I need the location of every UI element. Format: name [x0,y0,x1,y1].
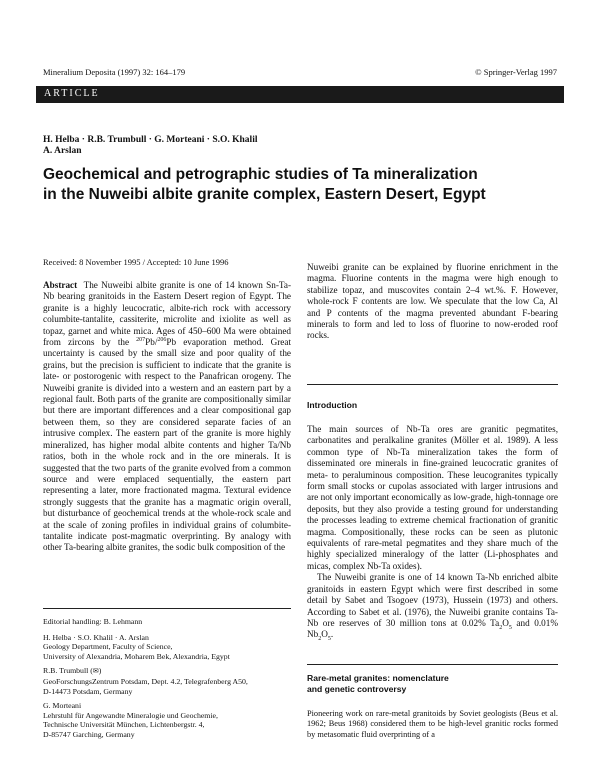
abstract-text: The Nuweibi albite granite is one of 14 known Sn-Ta-Nb bearing granitoids in the Eastern Desert region of Egypt. The granite is a highly leucocratic, albite-rich rock with accessory columbite-tantalite, cassiterite, microlite and ixiolite as well as topaz, garnet and white mica. Ages of 450–600 Ma were obtained from zircons by the [43,280,292,348]
isotope-superscript: 206 [157,336,167,343]
affiliation-line: Lehrstuhl für Angewandte Mineralogie und Geochemie, [43,710,218,720]
section-heading-introduction: Introduction [307,400,358,410]
footnotes [43,617,293,740]
received-dates: Received: 8 November 1995 / Accepted: 10 June 1996 [43,257,229,267]
heading-line: Rare-metal granites: nomenclature [307,673,449,683]
section-divider [307,664,558,665]
introduction-text: . [330,629,334,640]
abstract-text: Nuweibi granite can be explained by fluorine enrichment in the magma. Fluorine contents in the magma were high enough to stabilize topaz, and muscovites contain 2–4 wt.%. F. However, whole-rock F contents are low. We speculate that the low Ca, Al and P contents of the magma prevented abundant F-bearing minerals to form and led to loss of fluorine to now-eroded roof rocks. [307,262,558,341]
article-type-bar [36,86,564,103]
corresponding-author-close: ) [98,666,102,676]
affiliation-line: University of Alexandria, Moharem Bek, Alexandria, Egypt [43,651,230,661]
affiliation-line: D-14473 Potsdam, Germany [43,686,133,696]
affiliation-line: D-85747 Garching, Germany [43,729,135,739]
abstract-label: Abstract [43,280,78,290]
abstract-block [43,280,291,554]
introduction-paragraph: The main sources of Nb-Ta ores are granitic pegmatites, carbonatites and peralkaline granites (Möller et al. 1989). A less common type of Nb-Ta mineralization takes the form of disseminated ore minerals in fine-grained leucocratic granites of meta- to peraluminous composition. These leucogranites typically form small stocks or cupolas associated with larger intrusions and are not only important economically as low-grade, high-tonnage ore deposits, but they also provide a testing ground for understanding the processes leading to extreme chemical fractionation of granitic magma. Compositionally, these rocks can be seen as plutonic equivalents of rare-metal pegmatites and they share much of the highly specialized mineralogy of the latter (Li-phosphates and micas, complex Nb-Ta oxides). [307,424,558,571]
author-list [43,135,443,157]
affiliation-line: Geology Department, Faculty of Science, [43,642,173,652]
affiliation-line: GeoForschungsZentrum Potsdam, Dept. 4.2, Telegrafenberg A50, [43,676,248,686]
copyright-notice: © Springer-Verlag 1997 [475,67,557,77]
abstract-text: Pb/ [145,337,158,348]
affiliation-names: H. Helba · S.O. Khalil · A. Arslan [43,632,149,642]
introduction-text: O [321,629,328,640]
author-line: H. Helba · R.B. Trumbull · G. Morteani · S.O. Khalil [43,135,258,145]
corresponding-author: R.B. Trumbull ( [43,666,93,676]
footnote-divider [43,608,291,609]
introduction-paragraph [307,572,558,643]
journal-citation: Mineralium Deposita (1997) 32: 164–179 [43,67,186,77]
paper-title [43,165,563,205]
formula-subscript: 5 [327,636,331,643]
introduction-text: The Nuweibi granite is one of 14 known Ta-Nb enriched albite granitoids in eastern Egypt which were first described in some detail by Sabet and Tsogoev (1973), Hussein (1973) and others. According to Sabet et al. (1976), the Nuweibi granite contains Ta-Nb ore reserves of 30 million tons at 0.02% Ta [307,572,558,628]
article-type-label: ARTICLE [44,88,100,99]
author-line: A. Arslan [43,146,82,156]
envelope-icon: ✉ [92,667,99,676]
formula-subscript: 2 [499,624,503,631]
introduction-text: and 0.01% Nb [307,617,558,640]
affiliation-names: G. Morteani [43,701,82,711]
editorial-note: Editorial handling: B. Lehmann [43,617,143,626]
affiliation-line: Technische Universität München, Lichtenbergstr. 4, [43,720,205,730]
heading-line: and genetic controversy [307,684,407,694]
title-line: in the Nuweibi albite granite complex, Eastern Desert, Egypt [43,186,486,203]
isotope-superscript: 207 [136,336,146,343]
abstract-text: Pb evaporation method. Great uncertainty is caused by the small size and poor quality of the grains, but the precision is sufficient to indicate that the granite is late- or postorogenic with respect to the Panafrican orogeny. The Nuweibi granite is divided into a western and an eastern part by a regional fault. Both parts of the granite are compositionally similar but there are important differences and a clear compositional gap between them, so they are considered separate facies of an intrusive complex. The eastern part of the granite is more highly mineralized, has higher modal albite contents and higher Ta/Nb ratios, both in the whole rock and in the ore minerals. It is suggested that the two parts of the granite evolved from a common source and were emplaced sequentially, the eastern part representing a later, more fractionated magma. Textural evidence strongly suggests that the granite has a magmatic origin overall, but disturbance of geochemical trends at the whole-rock scale and at the scale of zoning profiles in individual grains of columbite-tantalite indicate post-magmatic overprinting. By analogy with other Ta-bearing albite granites, the sodic bulk composition of the [43,337,292,553]
formula-subscript: 5 [508,624,512,631]
formula-subscript: 2 [318,636,322,643]
title-line: Geochemical and petrographic studies of Ta mineralization [43,166,478,183]
rare-metal-paragraph: Pioneering work on rare-metal granitoids by Soviet geologists (Beus et al. 1962; Beus 1968) considered them to be high-level granitic rocks formed by metasomatic fluid overprinting of a [307,709,558,739]
affiliation-names [43,666,293,677]
introduction-body [307,424,558,641]
introduction-text: O [502,617,509,628]
abstract-paragraph [43,280,291,554]
section-divider [307,384,558,385]
abstract-continuation [307,262,558,342]
section-heading-rare-metal [307,673,449,695]
rare-metal-body [307,709,558,740]
